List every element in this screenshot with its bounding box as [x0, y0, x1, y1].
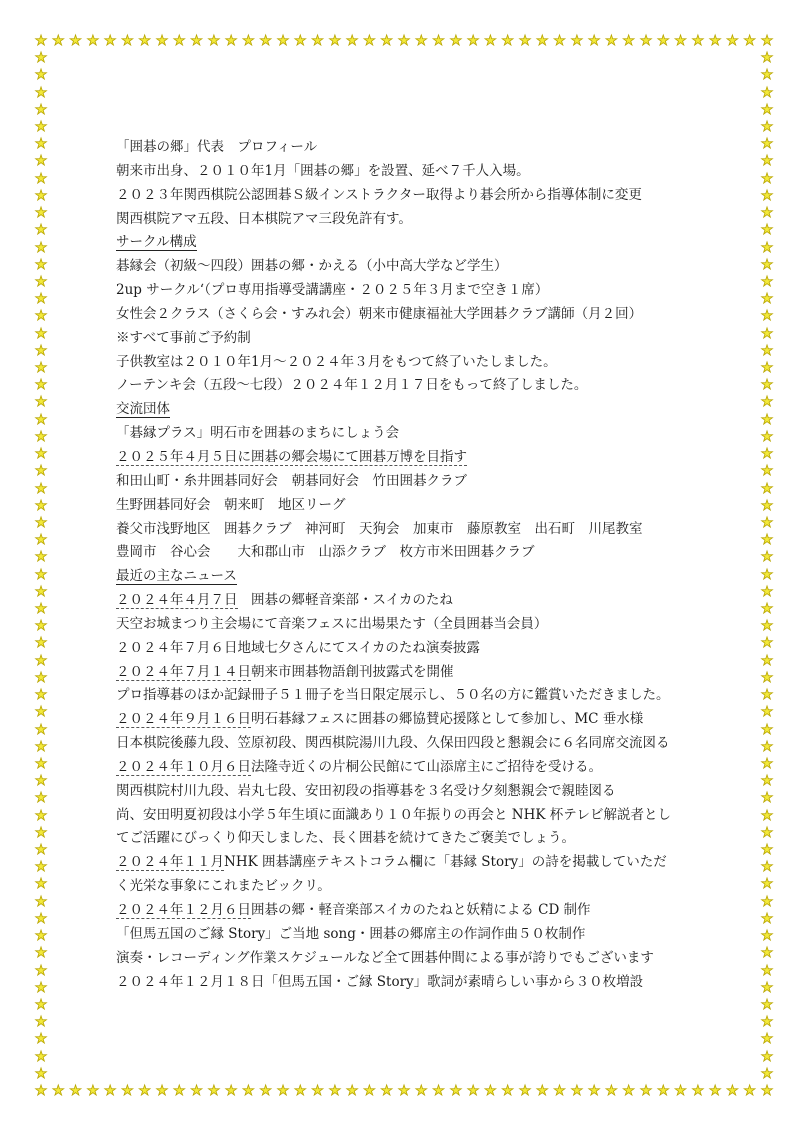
star-icon: ★: [397, 1083, 411, 1099]
star-icon: ★: [415, 1083, 428, 1099]
expo-announcement: ２０２５年４月５日に囲碁の郷会場にて囲碁万博を目指す: [116, 448, 467, 465]
star-icon: ★: [34, 170, 48, 187]
news-item: [116, 708, 716, 732]
star-icon: ★: [190, 1083, 203, 1099]
circles-heading: サークル構成: [116, 234, 197, 251]
star-icon: ★: [345, 1083, 359, 1099]
star-icon: ★: [760, 687, 774, 704]
star-icon: ★: [760, 222, 774, 239]
star-icon: ★: [34, 1031, 48, 1048]
star-icon: ★: [34, 755, 48, 772]
news-heading: 最近の主なニュース: [116, 568, 237, 585]
star-icon: ★: [760, 377, 774, 394]
star-icon: ★: [432, 1083, 445, 1099]
star-icon: ★: [34, 807, 48, 824]
star-icon: ★: [760, 239, 774, 256]
star-icon: ★: [760, 773, 774, 790]
star-icon: ★: [34, 669, 48, 686]
star-icon: ★: [121, 1083, 134, 1099]
star-icon: ★: [69, 1083, 82, 1099]
star-icon: ★: [674, 33, 687, 49]
star-icon: ★: [760, 342, 774, 359]
star-icon: ★: [760, 859, 774, 876]
news-date: ２０２４年１１月: [116, 854, 224, 871]
circles-line: 子供教室は２０１０年1月～２０２４年３月をもつて終了いたしました。: [116, 353, 557, 370]
star-icon: ★: [760, 1031, 774, 1048]
star-icon: ★: [639, 33, 653, 49]
star-icon: ★: [259, 33, 272, 49]
star-icon: ★: [760, 50, 774, 67]
star-icon: ★: [657, 33, 670, 49]
star-icon: ★: [34, 273, 48, 290]
star-icon: ★: [34, 308, 48, 325]
star-icon: ★: [34, 738, 48, 755]
star-icon: ★: [760, 824, 774, 841]
news-text: 囲碁の郷軽音楽部・スイカのたね: [237, 592, 453, 609]
star-icon: ★: [34, 153, 48, 170]
star-icon: ★: [536, 33, 549, 49]
star-icon: ★: [760, 463, 774, 480]
profile-line: 関西棋院アマ五段、日本棋院アマ三段免許有す。: [116, 210, 412, 227]
star-icon: ★: [34, 187, 48, 204]
star-icon: ★: [121, 33, 134, 49]
star-icon: ★: [760, 532, 774, 549]
star-icon: ★: [34, 463, 48, 480]
star-icon: ★: [34, 50, 48, 67]
news-line: ２０２４年１２月１８日「但馬五国・ご縁 Story」歌詞が素晴らしい事から３０枚増設: [116, 973, 644, 990]
star-icon: ★: [138, 1083, 151, 1099]
star-icon: ★: [708, 33, 722, 49]
star-icon: ★: [34, 945, 48, 962]
star-icon: ★: [691, 1083, 705, 1099]
star-icon: ★: [760, 1065, 774, 1082]
star-icon: ★: [449, 1083, 463, 1099]
star-icon: ★: [34, 549, 48, 566]
star-icon: ★: [294, 33, 307, 49]
exchange-line: 「碁縁プラス」明石市を囲碁のまちにしょう会: [116, 425, 400, 442]
star-icon: ★: [34, 979, 48, 996]
star-icon: ★: [207, 33, 221, 49]
profile-line: 朝来市出身、２０１０年1月「囲碁の郷」を設置、延べ７千人入場。: [116, 162, 530, 179]
star-icon: ★: [484, 1083, 497, 1099]
star-icon: ★: [726, 33, 739, 49]
star-icon: ★: [34, 721, 48, 738]
star-icon: ★: [34, 136, 48, 153]
star-icon: ★: [760, 755, 774, 772]
star-icon: ★: [415, 33, 428, 49]
news-item: [116, 661, 716, 685]
star-icon: ★: [501, 1083, 514, 1099]
news-text: 囲碁の郷・軽音楽部スイカのたねと妖精による CD 制作: [251, 902, 591, 918]
star-icon: ★: [760, 945, 774, 962]
star-icon: ★: [760, 876, 774, 893]
star-icon: ★: [760, 360, 774, 377]
star-icon: ★: [276, 1083, 290, 1099]
star-icon: ★: [34, 566, 48, 583]
star-icon: ★: [328, 33, 342, 49]
star-icon: ★: [34, 514, 48, 531]
star-icon: ★: [34, 1065, 48, 1082]
star-icon: ★: [311, 1083, 324, 1099]
news-date: ２０２４年１２月６日: [116, 902, 251, 918]
star-icon: ★: [294, 1083, 307, 1099]
exchange-heading-row: [116, 398, 716, 422]
star-icon: ★: [34, 291, 48, 308]
star-icon: ★: [518, 33, 532, 49]
star-icon: ★: [155, 1083, 169, 1099]
exchange-line: 和田山町・糸井囲碁同好会 朝碁同好会 竹田囲碁クラブ: [116, 472, 467, 489]
star-icon: ★: [760, 893, 774, 910]
star-icon: ★: [34, 842, 48, 859]
circles-line: 女性会２クラス（さくら会・すみれ会）朝来市健康福祉大学囲碁クラブ講師（月２回）: [116, 305, 643, 322]
star-icon: ★: [34, 119, 48, 136]
news-line: プロ指導碁のほか記録冊子５１冊子を当日限定展示し、５０名の方に鑑賞いただきました。: [116, 687, 670, 704]
star-icon: ★: [34, 618, 48, 635]
news-item: [116, 589, 716, 613]
star-icon: ★: [708, 1083, 722, 1099]
star-icon: ★: [536, 1083, 549, 1099]
star-icon: ★: [34, 601, 48, 618]
star-icon: ★: [311, 33, 324, 49]
exchange-line: 養父市浅野地区 囲碁クラブ 神河町 天狗会 加東市 藤原教室 出石町 川尾教室: [116, 520, 643, 537]
star-icon: ★: [760, 1048, 774, 1065]
star-icon: ★: [466, 33, 480, 49]
star-icon: ★: [484, 33, 497, 49]
star-icon: ★: [34, 325, 48, 342]
star-icon: ★: [587, 1083, 601, 1099]
news-line: 演奏・レコーディング作業スケジュールなど全て囲碁仲間による事が誇りでもございます: [116, 949, 654, 966]
star-icon: ★: [34, 497, 48, 514]
profile-line: ２０２３年関西棋院公認囲碁Ｓ級インストラクター取得より碁会所から指導体制に変更: [116, 186, 642, 203]
star-icon: ★: [380, 1083, 393, 1099]
star-icon: ★: [34, 205, 48, 222]
star-icon: ★: [553, 33, 566, 49]
star-icon: ★: [760, 910, 774, 927]
star-icon: ★: [518, 1083, 532, 1099]
star-icon: ★: [760, 635, 774, 652]
star-icon: ★: [242, 1083, 255, 1099]
star-icon: ★: [760, 136, 774, 153]
star-icon: ★: [760, 996, 774, 1013]
star-icon: ★: [207, 1083, 221, 1099]
star-icon: ★: [34, 67, 48, 84]
star-icon: ★: [674, 1083, 687, 1099]
star-icon: ★: [760, 962, 774, 979]
star-icon: ★: [743, 33, 756, 49]
star-icon: ★: [639, 1083, 653, 1099]
news-text: NHK 囲碁講座テキストコラム欄に「碁縁 Story」の詩を掲載していただ: [224, 854, 667, 871]
star-icon: ★: [34, 859, 48, 876]
star-icon: ★: [34, 1048, 48, 1065]
star-icon: ★: [52, 1083, 65, 1099]
star-icon: ★: [86, 33, 100, 49]
star-icon: ★: [34, 360, 48, 377]
star-icon: ★: [553, 1083, 566, 1099]
star-icon: ★: [34, 652, 48, 669]
star-icon: ★: [345, 33, 359, 49]
star-icon: ★: [760, 205, 774, 222]
star-icon: ★: [34, 893, 48, 910]
star-icon: ★: [760, 979, 774, 996]
circles-line: 碁縁会（初級～四段）囲碁の郷・かえる（小中高大学など学生）: [116, 258, 508, 275]
star-icon: ★: [138, 33, 151, 49]
star-icon: ★: [760, 566, 774, 583]
star-icon: ★: [760, 1014, 774, 1031]
star-icon: ★: [760, 790, 774, 807]
star-icon: ★: [726, 1083, 739, 1099]
star-icon: ★: [34, 222, 48, 239]
star-icon: ★: [34, 962, 48, 979]
star-icon: ★: [760, 480, 774, 497]
star-icon: ★: [34, 876, 48, 893]
news-date: ２０２４年７月１４日: [116, 663, 251, 680]
star-icon: ★: [760, 721, 774, 738]
star-icon: ★: [34, 101, 48, 118]
star-icon: ★: [760, 256, 774, 273]
star-icon: ★: [34, 256, 48, 273]
star-icon: ★: [34, 33, 48, 49]
star-icon: ★: [743, 1083, 756, 1099]
star-icon: ★: [276, 33, 290, 49]
star-icon: ★: [760, 601, 774, 618]
star-icon: ★: [760, 428, 774, 445]
star-icon: ★: [34, 635, 48, 652]
star-icon: ★: [34, 996, 48, 1013]
star-icon: ★: [760, 446, 774, 463]
star-icon: ★: [34, 411, 48, 428]
star-icon: ★: [501, 33, 514, 49]
star-icon: ★: [760, 652, 774, 669]
star-icon: ★: [34, 377, 48, 394]
circles-heading-row: [116, 231, 716, 255]
star-icon: ★: [760, 618, 774, 635]
star-icon: ★: [570, 1083, 584, 1099]
news-heading-row: [116, 565, 716, 589]
star-icon: ★: [605, 33, 618, 49]
star-icon: ★: [34, 704, 48, 721]
star-icon: ★: [69, 33, 82, 49]
star-icon: ★: [34, 446, 48, 463]
news-date: ２０２４年９月１６日: [116, 711, 251, 728]
star-icon: ★: [760, 1083, 774, 1099]
star-icon: ★: [449, 33, 463, 49]
star-icon: ★: [760, 153, 774, 170]
star-icon: ★: [34, 428, 48, 445]
star-icon: ★: [466, 1083, 480, 1099]
star-icon: ★: [760, 514, 774, 531]
star-icon: ★: [363, 33, 376, 49]
news-date: ２０２４年４月７日: [116, 592, 238, 609]
star-icon: ★: [155, 33, 169, 49]
star-icon: ★: [86, 1083, 100, 1099]
exchange-line: 生野囲碁同好会 朝来町 地区リーグ: [116, 496, 346, 513]
star-icon: ★: [605, 1083, 618, 1099]
news-text: 明石碁縁フェスに囲碁の郷協賛応援隊として参加し、MC 垂水様: [251, 711, 644, 728]
star-icon: ★: [760, 807, 774, 824]
news-line: 天空お城まつり主会場にて音楽フェスに出場果たす（全員囲碁当会員）: [116, 615, 548, 632]
star-icon: ★: [34, 84, 48, 101]
star-icon: ★: [622, 1083, 635, 1099]
news-line: ２０２４年７月６日地域七夕さんにてスイカのたね演奏披露: [116, 639, 480, 656]
star-icon: ★: [432, 33, 445, 49]
exchange-line-row: [116, 446, 716, 470]
star-icon: ★: [587, 33, 601, 49]
star-icon: ★: [34, 910, 48, 927]
star-icon: ★: [691, 33, 705, 49]
news-line: 日本棋院後藤九段、笠原初段、関西棋院湯川九段、久保田四段と懇親会に６名同席交流図る: [116, 735, 670, 752]
star-icon: ★: [760, 67, 774, 84]
star-icon: ★: [34, 824, 48, 841]
star-icon: ★: [242, 33, 255, 49]
star-icon: ★: [363, 1083, 376, 1099]
star-icon: ★: [34, 480, 48, 497]
news-text: 朝来市囲碁物語創刊披露式を開催: [251, 663, 454, 680]
news-item: [116, 899, 716, 923]
star-icon: ★: [34, 773, 48, 790]
star-icon: ★: [224, 33, 238, 49]
star-icon: ★: [34, 239, 48, 256]
star-icon: ★: [173, 1083, 186, 1099]
star-icon: ★: [760, 170, 774, 187]
profile-heading: 「囲碁の郷」代表 プロフィール: [116, 139, 318, 155]
star-icon: ★: [34, 1014, 48, 1031]
star-icon: ★: [34, 928, 48, 945]
news-text: 法隆寺近くの片桐公民館にて山添席主にご招待を受ける。: [251, 758, 602, 775]
star-icon: ★: [34, 583, 48, 600]
star-icon: ★: [224, 1083, 238, 1099]
star-icon: ★: [760, 704, 774, 721]
exchange-line: 豊岡市 谷心会 大和郡山市 山添クラブ 枚方市米田囲碁クラブ: [116, 544, 535, 561]
star-icon: ★: [760, 325, 774, 342]
star-icon: ★: [760, 669, 774, 686]
star-icon: ★: [103, 1083, 117, 1099]
news-item: [116, 756, 716, 780]
star-icon: ★: [760, 33, 774, 49]
circles-line: ノーテンキ会（五段～七段）２０２４年１２月１７日をもって終了しました。: [116, 377, 588, 394]
star-icon: ★: [760, 411, 774, 428]
star-icon: ★: [760, 394, 774, 411]
star-icon: ★: [259, 1083, 272, 1099]
profile-content: [116, 136, 716, 994]
star-icon: ★: [34, 790, 48, 807]
news-line: 尚、安田明夏初段は小学５年生頃に面識あり１０年振りの再会と NHK 杯テレビ解説者とし: [116, 806, 671, 823]
news-line: 「但馬五国のご縁 Story」ご当地 song・囲碁の郷席主の作詞作曲５０枚制作: [116, 925, 586, 942]
star-icon: ★: [760, 273, 774, 290]
star-icon: ★: [760, 497, 774, 514]
star-icon: ★: [760, 928, 774, 945]
star-icon: ★: [760, 119, 774, 136]
star-icon: ★: [173, 33, 186, 49]
star-icon: ★: [34, 1083, 48, 1099]
star-icon: ★: [34, 687, 48, 704]
news-line: てご活躍にびっくり仰天しました、長く囲碁を続けてきたご褒美でしょう。: [116, 830, 575, 847]
circles-line: 2up サークル‘（プロ専用指導受講講座・２０２５年３月まで空き１席）: [116, 282, 549, 299]
star-icon: ★: [760, 549, 774, 566]
star-icon: ★: [103, 33, 117, 49]
star-icon: ★: [397, 33, 411, 49]
star-icon: ★: [570, 33, 584, 49]
star-icon: ★: [34, 342, 48, 359]
star-icon: ★: [760, 308, 774, 325]
star-icon: ★: [34, 394, 48, 411]
circles-line: ※すべて事前ご予約制: [116, 329, 251, 346]
news-line: く光栄な事象にこれまたビックリ。: [116, 878, 331, 895]
star-icon: ★: [760, 738, 774, 755]
star-icon: ★: [760, 187, 774, 204]
star-icon: ★: [657, 1083, 670, 1099]
star-icon: ★: [760, 101, 774, 118]
star-icon: ★: [190, 33, 203, 49]
exchange-heading: 交流団体: [116, 401, 170, 418]
star-icon: ★: [760, 583, 774, 600]
star-icon: ★: [760, 291, 774, 308]
star-icon: ★: [760, 842, 774, 859]
star-icon: ★: [760, 84, 774, 101]
news-item: [116, 851, 716, 875]
news-date: ２０２４年１０月６日: [116, 758, 251, 775]
star-icon: ★: [34, 532, 48, 549]
star-icon: ★: [52, 33, 65, 49]
news-line: 関西棋院村川九段、岩丸七段、安田初段の指導碁を３名受け夕刻懇親会で親睦図る: [116, 782, 616, 799]
star-icon: ★: [622, 33, 635, 49]
star-icon: ★: [328, 1083, 342, 1099]
star-icon: ★: [380, 33, 393, 49]
